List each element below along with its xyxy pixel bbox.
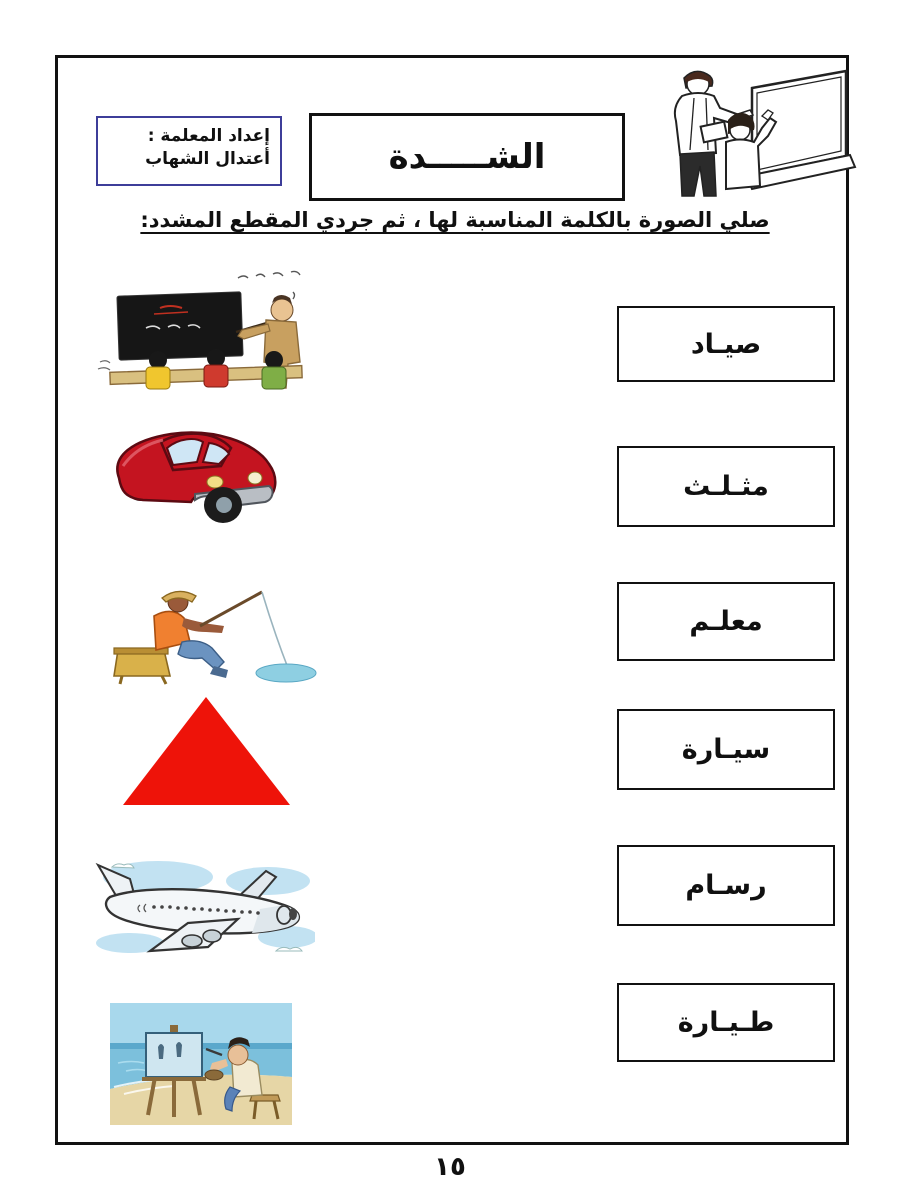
- word-box-muallim[interactable]: [617, 582, 835, 661]
- word-box-rassam[interactable]: [617, 845, 835, 926]
- word-label: سيـارة: [681, 734, 771, 765]
- fisherman-image[interactable]: [98, 570, 320, 687]
- credit-line-1: إعداد المعلمة :: [147, 126, 270, 146]
- word-label: معلـم: [689, 606, 763, 637]
- classroom-teacher-image[interactable]: [88, 270, 325, 397]
- teacher-credit-box: [96, 116, 282, 186]
- page-number: ١٥: [434, 1152, 466, 1182]
- airplane-image[interactable]: [88, 853, 315, 965]
- red-car-image[interactable]: [103, 408, 300, 525]
- word-box-sayyara[interactable]: [617, 709, 835, 790]
- instruction-text: صلي الصورة بالكلمة المناسبة لها ، ثم جردي المقطع المشدد:: [140, 208, 770, 232]
- word-box-muthallath[interactable]: [617, 446, 835, 527]
- word-label: رسـام: [685, 870, 767, 901]
- word-label: طـيـارة: [677, 1007, 775, 1038]
- painter-beach-image[interactable]: [110, 1003, 292, 1125]
- word-box-tayyara[interactable]: [617, 983, 835, 1062]
- page-title: الشـــــدة: [388, 137, 546, 177]
- word-label: صيـاد: [690, 328, 762, 360]
- red-triangle-image[interactable]: [118, 693, 295, 810]
- credit-line-2: أعتدال الشهاب: [145, 148, 270, 169]
- teacher-student-whiteboard-icon: [650, 58, 860, 206]
- word-label: مثـلـث: [683, 471, 769, 502]
- worksheet-title-box: [309, 113, 625, 201]
- word-box-sayyad[interactable]: [617, 306, 835, 382]
